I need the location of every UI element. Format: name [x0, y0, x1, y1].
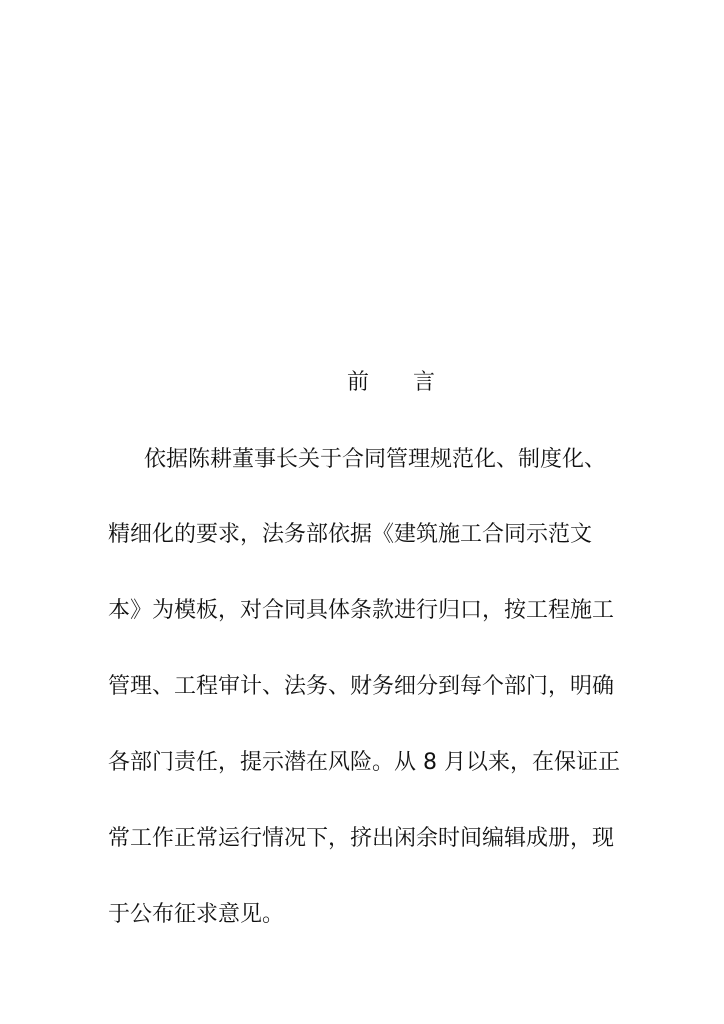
paragraph-line-2: 精细化的要求，法务部依据《建筑施工合同示范文 — [108, 522, 593, 547]
paragraph-line-6: 常工作正常运行情况下，挤出闲余时间编辑成册，现 — [108, 826, 615, 851]
paragraph-line-1: 依据陈耕董事长关于合同管理规范化、制度化、 — [144, 447, 607, 472]
paragraph-line-3: 本》为模板，对合同具体条款进行归口，按工程施工 — [108, 598, 615, 623]
paragraph-line-5: 各部门责任，提示潜在风险。从 8 月以来，在保证正 — [108, 750, 620, 775]
paragraph-line-7: 于公布征求意见。 — [108, 902, 285, 927]
document-title: 前 言 — [346, 370, 435, 395]
paragraph-line-4: 管理、工程审计、法务、财务细分到每个部门，明确 — [108, 674, 615, 699]
